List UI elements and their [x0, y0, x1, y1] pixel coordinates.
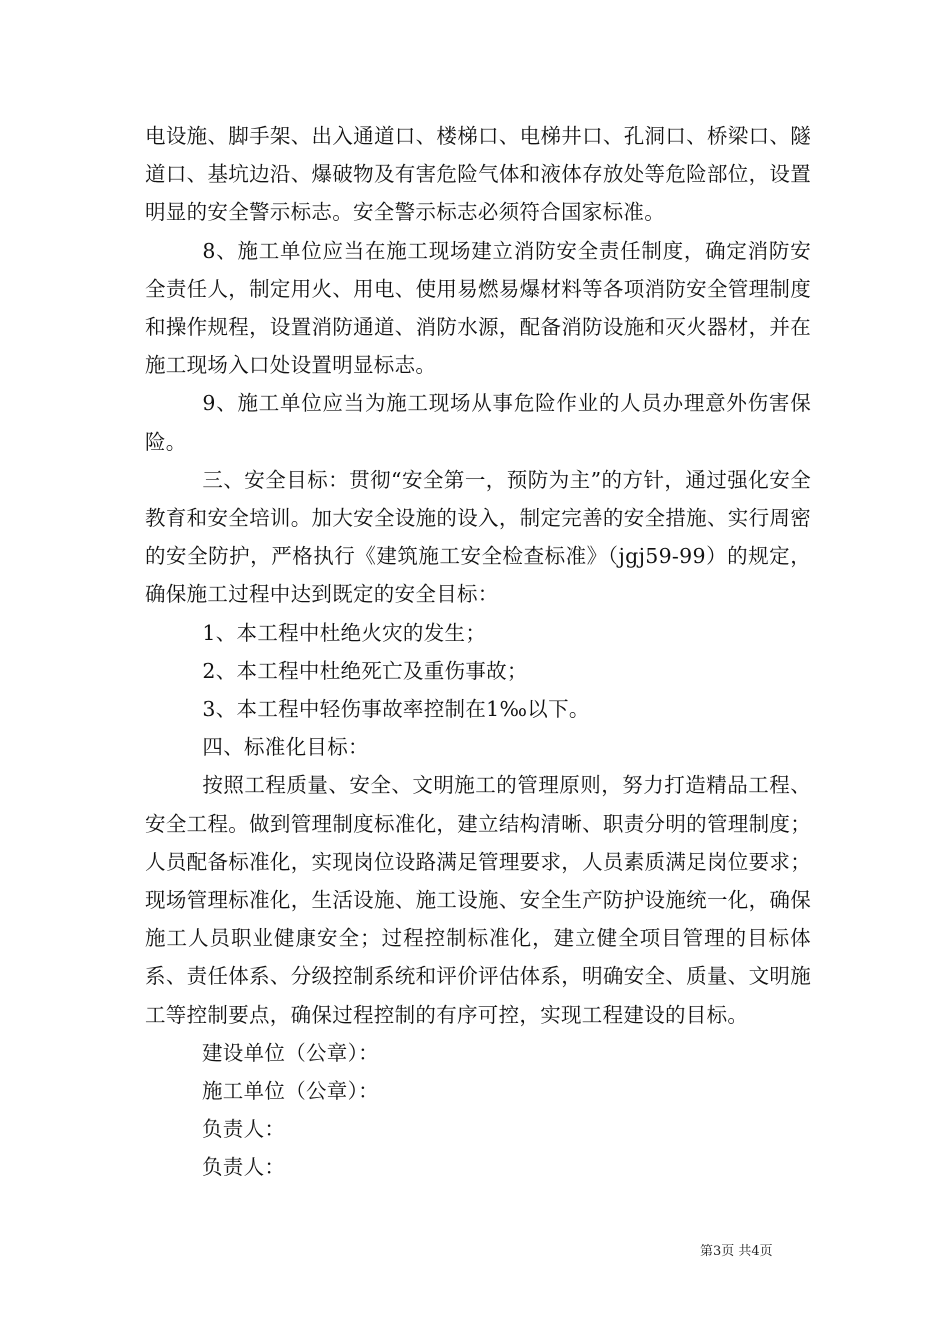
signature-responsible-1: 负责人： — [202, 1117, 286, 1142]
signature-responsible-2: 负责人： — [202, 1155, 286, 1180]
paragraph-section-3: 三、安全目标：贯彻“安全第一，预防为主”的方针，通过强化安全教育和安全培训。加大安全设施的设入，制定完善的安全措施、实行周密的安全防护，严格执行《建筑施工安全检查标准》（jgj59-99）的规定，确保施工过程中达到既定的安全目标： — [145, 467, 811, 607]
paragraph-continuation: 电设施、脚手架、出入通道口、楼梯口、电梯井口、孔洞口、桥梁口、隧道口、基坑边沿、爆破物及有害危险气体和液体存放处等危险部位，设置明显的安全警示标志。安全警示标志必须符合国家标准。 — [145, 124, 811, 225]
paragraph-item-8: 8、施工单位应当在施工现场建立消防安全责任制度，确定消防安全责任人，制定用火、用电、使用易燃易爆材料等各项消防安全管理制度和操作规程，设置消防通道、消防水源，配备消防设施和灭火器材，并在施工现场入口处设置明显标志。 — [145, 238, 811, 378]
paragraph-goal-3: 3、本工程中轻伤事故率控制在1‰以下。 — [202, 697, 590, 722]
page-number-footer — [700, 1244, 820, 1260]
signature-client-unit: 建设单位（公章）： — [202, 1040, 379, 1065]
paragraph-standardization: 按照工程质量、安全、文明施工的管理原则，努力打造精品工程、安全工程。做到管理制度标准化，建立结构清晰、职责分明的管理制度；人员配备标准化，实现岗位设路满足管理要求，人员素质满足岗位要求；现场管理标准化，生活设施、施工设施、安全生产防护设施统一化，确保施工人员职业健康安全；过程控制标准化，建立健全项目管理的目标体系、责任体系、分级控制系统和评价评估体系，明确安全、质量、文明施工等控制要点，确保过程控制的有序可控，实现工程建设的目标。 — [145, 773, 811, 1027]
document-body — [145, 117, 811, 1187]
paragraph-goal-1: 1、本工程中杜绝火灾的发生； — [202, 620, 487, 645]
paragraph-item-9: 9、施工单位应当为施工现场从事危险作业的人员办理意外伤害保险。 — [145, 391, 811, 454]
page-number-label: 第3页 共4页 — [700, 1244, 773, 1259]
paragraph-goal-2: 2、本工程中杜绝死亡及重伤事故； — [202, 658, 528, 683]
paragraph-section-4: 四、标准化目标： — [202, 735, 369, 760]
signature-construction-unit: 施工单位（公章）： — [202, 1079, 379, 1104]
